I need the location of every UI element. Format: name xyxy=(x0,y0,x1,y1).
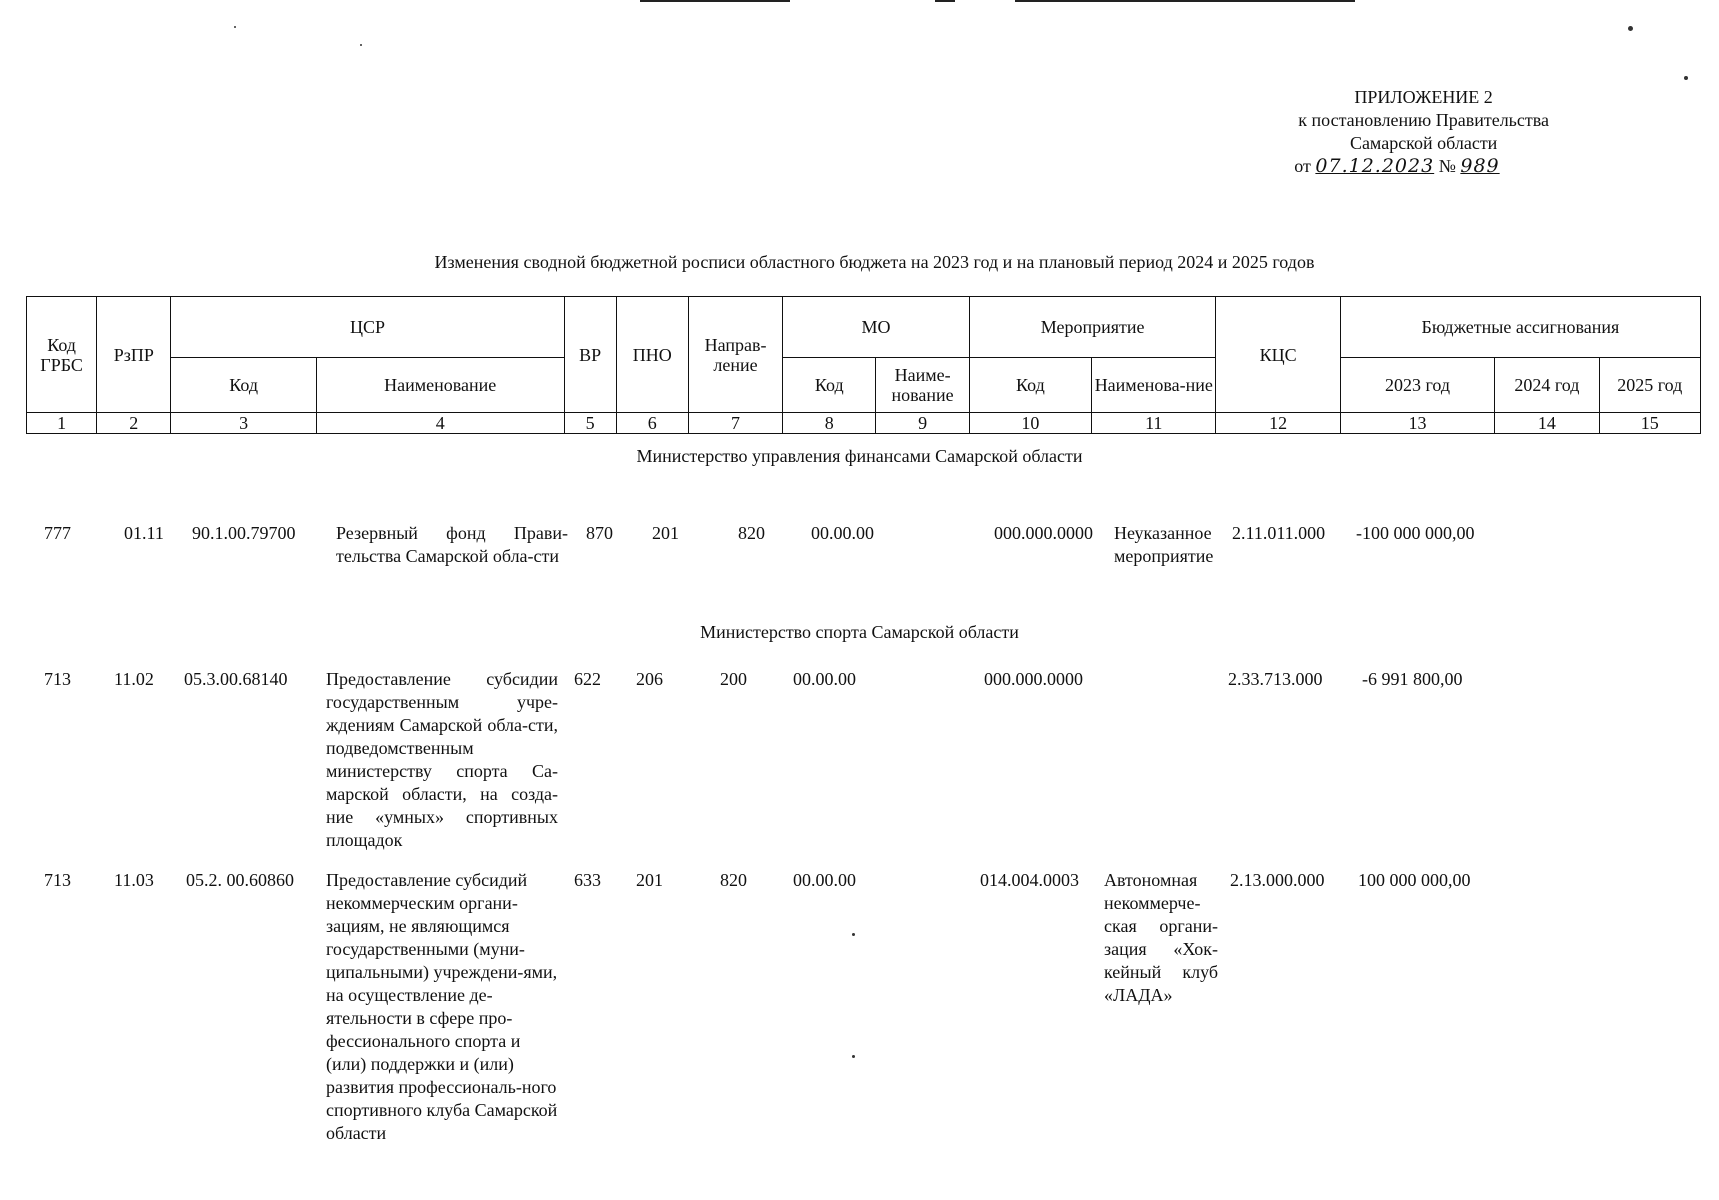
scan-artifact-line xyxy=(935,0,955,2)
cell-sum-2023: -100 000 000,00 xyxy=(1356,523,1475,543)
cell-csr-name: Предоставление субсидий некоммерческим органи-зациям, не являющимся государственными (муни-ципальными) учреждени-ями, на осуществление де-ятельности в сфере про-фессионального спорта и (или) поддержки и (или) развития профессиональ-ного спортивного клуба Самарской области xyxy=(326,870,558,1143)
appendix-title: ПРИЛОЖЕНИЕ 2 xyxy=(1354,87,1493,107)
scan-artifact-line xyxy=(640,0,790,2)
header-2023: 2023 год xyxy=(1340,358,1494,413)
header-kod-grbs: Код ГРБС xyxy=(27,297,97,413)
column-number: 2 xyxy=(97,413,171,434)
cell-csr-name: Резервный фонд Прави-тельства Самарской обла-сти xyxy=(336,523,568,566)
column-number: 5 xyxy=(564,413,616,434)
section-title-finance: Министерство управления финансами Самарской области xyxy=(636,446,1083,466)
cell-napravlenie: 820 xyxy=(738,523,765,543)
scan-speck xyxy=(1628,26,1633,31)
appendix-line-3: Самарской области xyxy=(1349,133,1498,153)
document-title xyxy=(0,252,1719,273)
column-number: 3 xyxy=(171,413,316,434)
header-budget: Бюджетные ассигнования xyxy=(1340,297,1700,358)
appendix-line-2: к постановлению Правительства xyxy=(1298,110,1549,130)
cell-sum-2023: -6 991 800,00 xyxy=(1362,669,1463,689)
cell-csr-kod: 05.3.00.68140 xyxy=(184,669,288,689)
cell-vr: 633 xyxy=(574,870,601,890)
cell-rzpr: 01.11 xyxy=(124,523,164,543)
column-number: 8 xyxy=(783,413,876,434)
cell-rzpr: 11.03 xyxy=(114,870,154,890)
header-table xyxy=(26,296,1701,434)
cell-mer-kod: 000.000.0000 xyxy=(984,669,1083,689)
header-meropriyatie: Мероприятие xyxy=(969,297,1216,358)
appendix-block xyxy=(1294,86,1549,178)
header-napravlenie: Направ-ление xyxy=(688,297,782,413)
cell-kcs: 2.13.000.000 xyxy=(1230,870,1325,890)
cell-sum-2023: 100 000 000,00 xyxy=(1358,870,1471,890)
number-prefix: № xyxy=(1438,156,1456,176)
column-number: 12 xyxy=(1216,413,1340,434)
cell-vr: 870 xyxy=(586,523,613,543)
cell-grbs: 713 xyxy=(44,669,71,689)
header-vr: ВР xyxy=(564,297,616,413)
cell-grbs: 713 xyxy=(44,870,71,890)
handwritten-number: 989 xyxy=(1460,155,1500,177)
column-number: 9 xyxy=(876,413,969,434)
header-csr-kod: Код xyxy=(171,358,316,413)
cell-csr-kod: 90.1.00.79700 xyxy=(192,523,296,543)
header-mo-name: Наиме-нование xyxy=(876,358,969,413)
header-kcs: КЦС xyxy=(1216,297,1340,413)
cell-csr-kod: 05.2. 00.60860 xyxy=(186,870,294,890)
cell-pno: 206 xyxy=(636,669,663,689)
cell-mer-kod: 000.000.0000 xyxy=(994,523,1093,543)
header-pno: ПНО xyxy=(616,297,688,413)
cell-pno: 201 xyxy=(652,523,679,543)
header-mo: МО xyxy=(783,297,970,358)
cell-vr: 622 xyxy=(574,669,601,689)
cell-csr-name: Предоставление субсидии государственным учре-ждениям Самарской обла-сти, подведомственным министерству спорта Са-марской области, на созда-ние «умных» спортивных площадок xyxy=(326,669,558,850)
header-csr: ЦСР xyxy=(171,297,564,358)
cell-kcs: 2.11.011.000 xyxy=(1232,523,1326,543)
cell-mo-kod: 00.00.00 xyxy=(811,523,874,543)
document-title-text: Изменения сводной бюджетной росписи областного бюджета на 2023 год и на плановый период 2024 и 2025 годов xyxy=(434,252,1315,272)
cell-napravlenie: 200 xyxy=(720,669,747,689)
cell-napravlenie: 820 xyxy=(720,870,747,890)
column-number: 14 xyxy=(1495,413,1599,434)
column-number: 1 xyxy=(27,413,97,434)
column-number: 10 xyxy=(969,413,1091,434)
cell-mo-kod: 00.00.00 xyxy=(793,669,856,689)
column-number: 6 xyxy=(616,413,688,434)
column-number: 13 xyxy=(1340,413,1494,434)
header-csr-name: Наименование xyxy=(316,358,564,413)
column-number: 15 xyxy=(1599,413,1700,434)
header-mo-kod: Код xyxy=(783,358,876,413)
header-2025: 2025 год xyxy=(1599,358,1700,413)
scan-speck xyxy=(852,933,855,936)
header-mer-name: Наименова-ние xyxy=(1092,358,1216,413)
cell-grbs: 777 xyxy=(44,523,71,543)
cell-mer-kod: 014.004.0003 xyxy=(980,870,1079,890)
cell-mer-name: Автономная некоммерче-ская органи-зация «Хок-кейный клуб «ЛАДА» xyxy=(1104,870,1218,1005)
cell-kcs: 2.33.713.000 xyxy=(1228,669,1323,689)
header-rzpr: РзПР xyxy=(97,297,171,413)
scan-speck xyxy=(360,44,362,46)
header-mer-kod: Код xyxy=(969,358,1091,413)
section-title-sport: Министерство спорта Самарской области xyxy=(700,622,1019,642)
appendix-date-line xyxy=(1294,155,1549,178)
column-number: 7 xyxy=(688,413,782,434)
scan-speck xyxy=(1684,76,1688,80)
scan-artifact-line xyxy=(1015,0,1355,2)
cell-pno: 201 xyxy=(636,870,663,890)
scan-speck xyxy=(234,26,236,28)
cell-mo-kod: 00.00.00 xyxy=(793,870,856,890)
cell-mer-name: Неуказанное мероприятие xyxy=(1114,523,1214,566)
scan-speck xyxy=(852,1055,855,1058)
header-2024: 2024 год xyxy=(1495,358,1599,413)
handwritten-date: 07.12.2023 xyxy=(1315,155,1435,177)
column-number: 11 xyxy=(1092,413,1216,434)
cell-rzpr: 11.02 xyxy=(114,669,154,689)
column-number: 4 xyxy=(316,413,564,434)
date-prefix: от xyxy=(1294,156,1311,176)
